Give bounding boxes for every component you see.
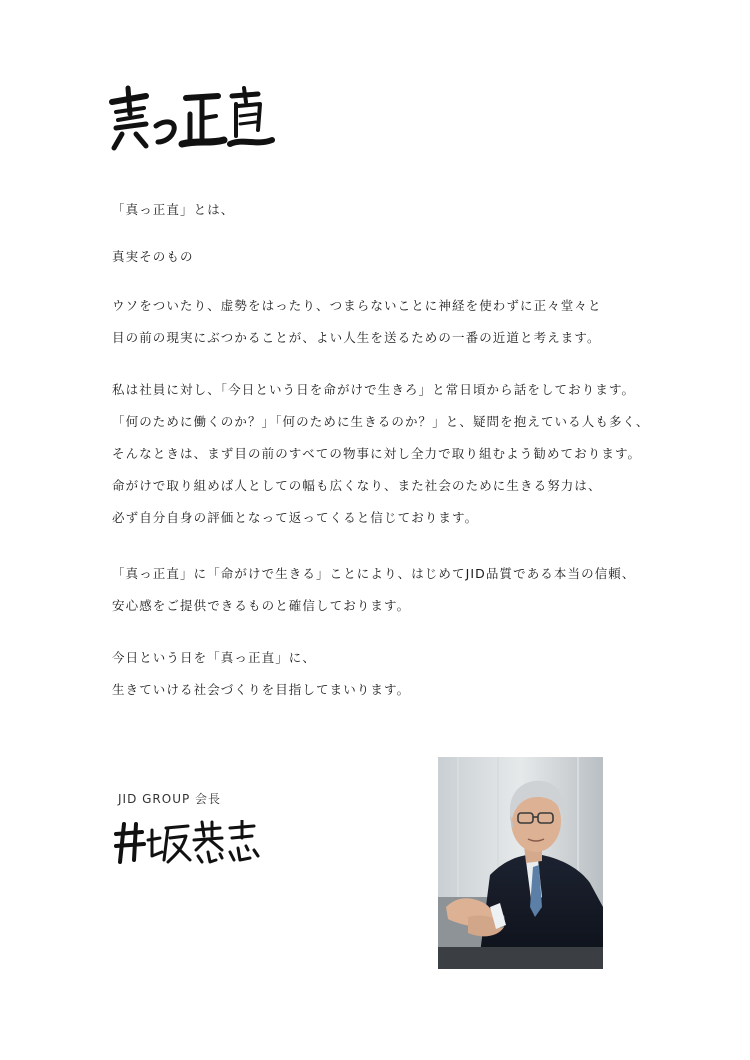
- text-line: 生きていける社会づくりを目指してまいります。: [112, 682, 411, 697]
- message-paragraph: [112, 374, 692, 534]
- closing-paragraph: [112, 642, 692, 706]
- text-line: 必ず自分自身の評価となって返ってくると信じております。: [112, 510, 479, 525]
- quality-paragraph: [112, 558, 692, 622]
- text-line: 真実そのもの: [112, 249, 194, 264]
- text-line: 目の前の現実にぶつかることが、よい人生を送るための一番の近道と考えます。: [112, 330, 601, 345]
- text-line: 「何のために働くのか？」「何のために生きるのか？」と、疑問を抱えている人も多く、: [112, 414, 650, 429]
- definition-paragraph: [112, 241, 692, 273]
- intro-paragraph: [112, 194, 692, 226]
- text-line: 命がけで取り組めば人としての幅も広くなり、また社会のために生きる努力は、: [112, 478, 602, 493]
- chairman-portrait: [438, 757, 603, 969]
- text-line: そんなときは、まず目の前のすべての物事に対し全力で取り組むよう勧めております。: [112, 446, 642, 461]
- philosophy-paragraph: [112, 290, 692, 354]
- text-line: 私は社員に対し、「今日という日を命がけで生きろ」と常日頃から話をしております。: [112, 382, 636, 397]
- text-line: ウソをついたり、虚勢をはったり、つまらないことに神経を使わずに正々堂々と: [112, 298, 602, 313]
- text-line: 安心感をご提供できるものと確信しております。: [112, 598, 411, 613]
- text-line: 「真っ正直」とは、: [112, 202, 235, 217]
- text-line: 今日という日を「真っ正直」に、: [112, 650, 317, 665]
- handwritten-signature: [112, 820, 262, 866]
- calligraphy-title: [106, 84, 276, 156]
- portrait-image: [438, 757, 603, 969]
- signer-title: JID GROUP 会長: [118, 792, 222, 806]
- signature-art: [112, 820, 262, 866]
- text-line: 「真っ正直」に「命がけで生きる」ことにより、はじめてJID品質である本当の信頼、: [112, 566, 636, 581]
- calligraphy-title-art: [106, 84, 276, 156]
